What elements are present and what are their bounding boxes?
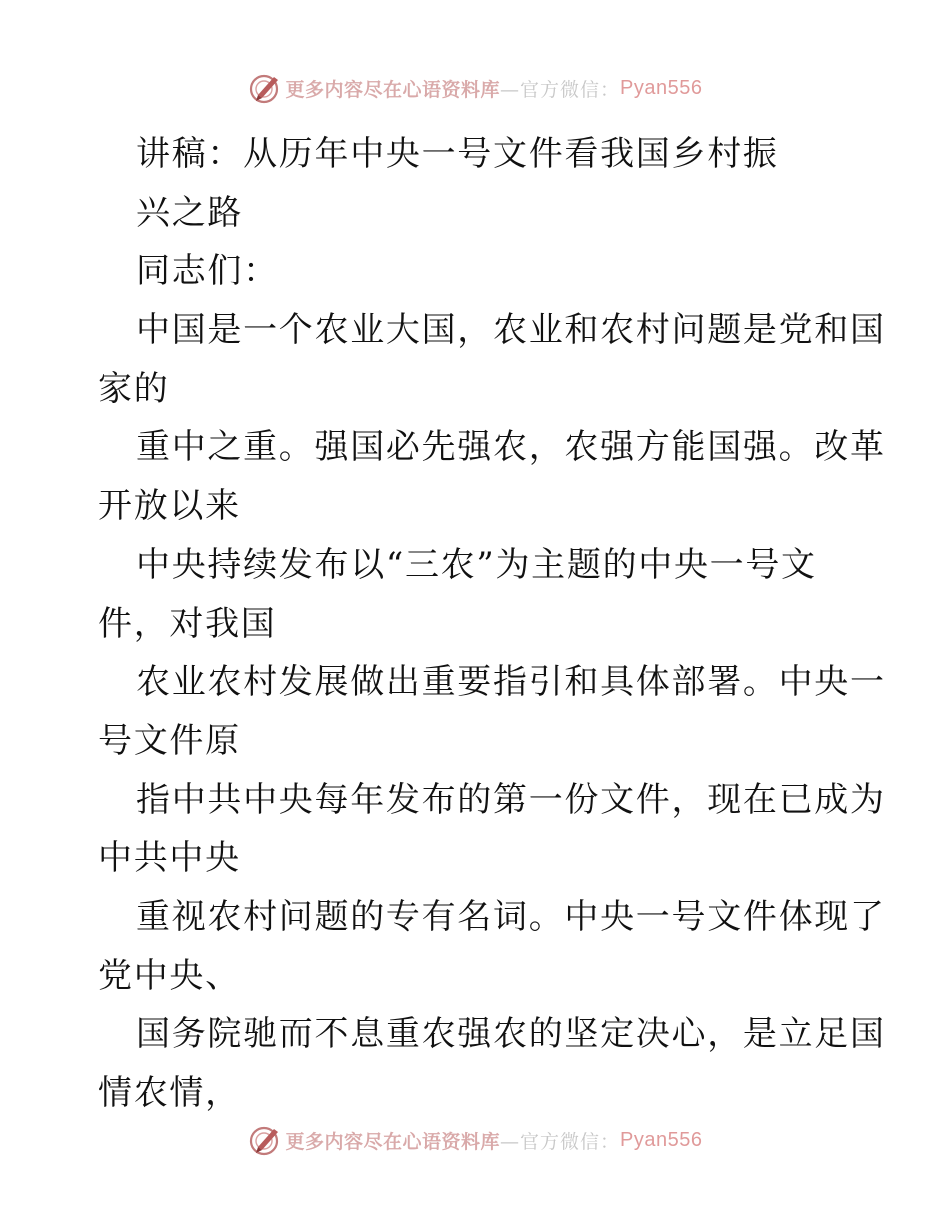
paragraph-line: 国务院驰而不息重农强农的坚定决心，是立足国 bbox=[136, 1014, 886, 1055]
pen-logo-icon bbox=[248, 1123, 282, 1157]
paragraph-line: 情农情， bbox=[98, 1073, 241, 1113]
paragraph-line: 党中央、 bbox=[98, 955, 241, 996]
watermark-promo-text: 更多内容尽在心语资料库 bbox=[285, 78, 501, 101]
salutation-line: 同志们： bbox=[136, 251, 279, 292]
document-title-line-1: 讲稿：从历年中央一号文件看我国乡村振 bbox=[136, 134, 779, 174]
watermark-wechat-handle: Pyan556 bbox=[620, 76, 703, 99]
paragraph-line: 农业农村发展做出重要指引和具体部署。中央一 bbox=[136, 662, 886, 703]
header-watermark-banner bbox=[0, 68, 950, 108]
paragraph-line: 中共中央 bbox=[98, 838, 241, 879]
paragraph-line: 重视农村问题的专有名词。中央一号文件体现了 bbox=[136, 896, 886, 937]
watermark-promo-text: 更多内容尽在心语资料库 bbox=[285, 1130, 501, 1153]
watermark-wechat-label: —官方微信： bbox=[500, 1130, 621, 1153]
paragraph-line: 中国是一个农业大国，农业和农村问题是党和国 bbox=[136, 310, 886, 351]
pen-logo-icon bbox=[248, 71, 282, 105]
paragraph-line: 指中共中央每年发布的第一份文件，现在已成为 bbox=[136, 779, 886, 820]
paragraph-line: 开放以来 bbox=[98, 486, 241, 527]
paragraph-line: 家的 bbox=[98, 368, 170, 409]
watermark-wechat-label: —官方微信： bbox=[500, 78, 621, 101]
footer-watermark-banner bbox=[0, 1120, 950, 1160]
paragraph-line: 重中之重。强国必先强农，农强方能国强。改革 bbox=[136, 427, 886, 468]
watermark-wechat-handle: Pyan556 bbox=[620, 1128, 703, 1151]
document-title-line-2: 兴之路 bbox=[136, 192, 244, 233]
document-body bbox=[98, 125, 886, 1123]
paragraph-line: 号文件原 bbox=[98, 720, 241, 761]
paragraph-line: 中央持续发布以“三农”为主题的中央一号文 bbox=[136, 544, 817, 585]
paragraph-line: 件，对我国 bbox=[98, 603, 277, 644]
